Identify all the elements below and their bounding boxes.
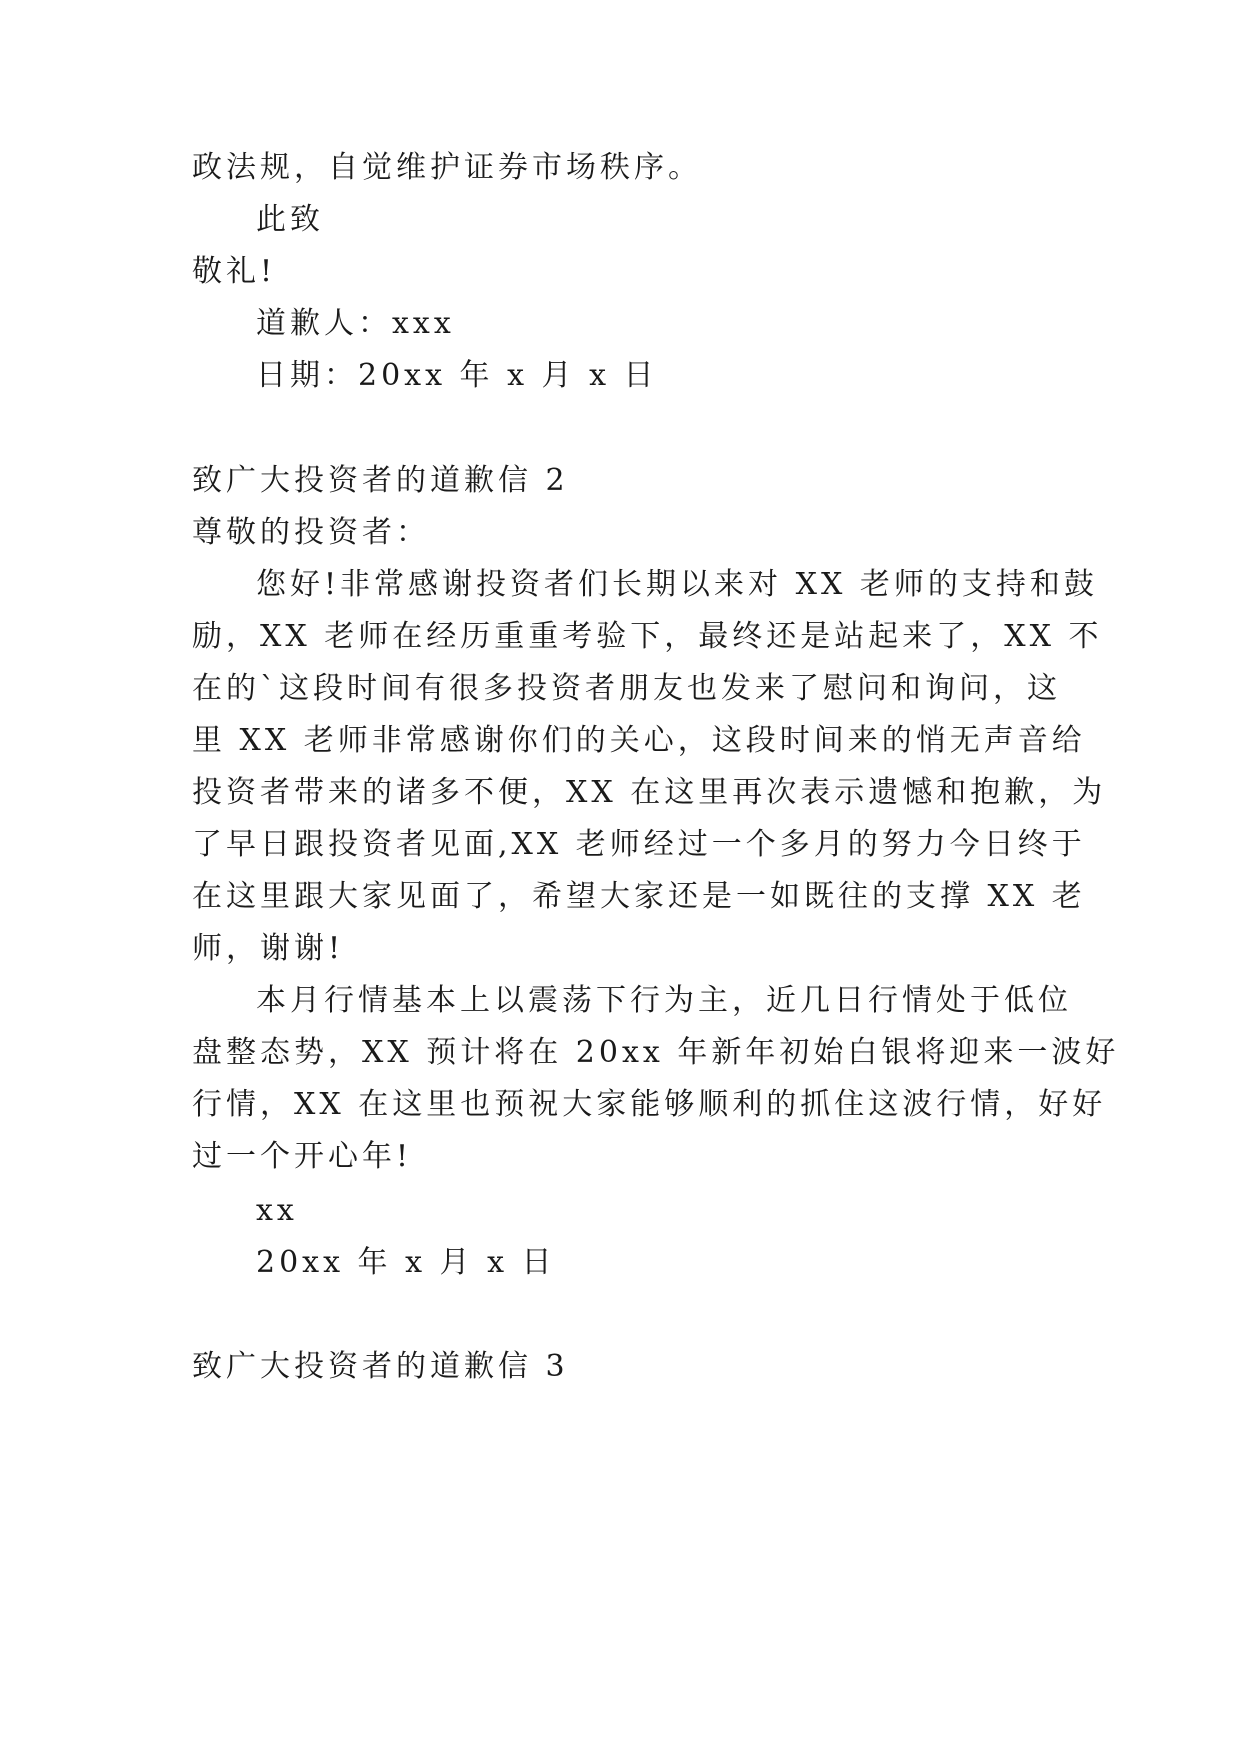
paragraph1-line: 在这里跟大家见面了，希望大家还是一如既往的支撑 XX 老 — [192, 879, 1086, 914]
letter2-title: 致广大投资者的道歉信 2 — [192, 463, 569, 498]
letter2-signer: xx — [256, 1193, 298, 1228]
letter1-signer: 道歉人：xxx — [256, 306, 455, 341]
salutation-jing-li: 敬礼! — [192, 254, 277, 289]
letter3-title: 致广大投资者的道歉信 3 — [192, 1349, 569, 1384]
closing-line: 政法规，自觉维护证券市场秩序。 — [192, 150, 702, 185]
letter2-date: 20xx 年 x 月 x 日 — [256, 1245, 556, 1280]
paragraph2-line: 本月行情基本上以震荡下行为主，近几日行情处于低位 — [256, 983, 1072, 1018]
paragraph1-line: 师，谢谢! — [192, 931, 345, 966]
paragraph2-line: 盘整态势，XX 预计将在 20xx 年新年初始白银将迎来一波好 — [192, 1035, 1120, 1070]
paragraph1-line: 投资者带来的诸多不便，XX 在这里再次表示遗憾和抱歉，为 — [192, 775, 1107, 810]
letter2-greeting: 尊敬的投资者： — [192, 515, 430, 550]
paragraph1-line: 励，XX 老师在经历重重考验下，最终还是站起来了，XX 不 — [192, 619, 1103, 654]
paragraph1-line: 里 XX 老师非常感谢你们的关心，这段时间来的悄无声音给 — [192, 723, 1086, 758]
letter1-date: 日期：20xx 年 x 月 x 日 — [256, 358, 658, 393]
paragraph2-line: 行情，XX 在这里也预祝大家能够顺利的抓住这波行情，好好 — [192, 1087, 1107, 1122]
paragraph1-line: 了早日跟投资者见面,XX 老师经过一个多月的努力今日终于 — [192, 827, 1086, 862]
paragraph2-line: 过一个开心年! — [192, 1139, 413, 1174]
paragraph1-line: 您好!非常感谢投资者们长期以来对 XX 老师的支持和鼓 — [256, 567, 1098, 602]
salutation-ci-zhi: 此致 — [256, 202, 324, 237]
paragraph1-line: 在的`这段时间有很多投资者朋友也发来了慰问和询问，这 — [192, 671, 1061, 706]
